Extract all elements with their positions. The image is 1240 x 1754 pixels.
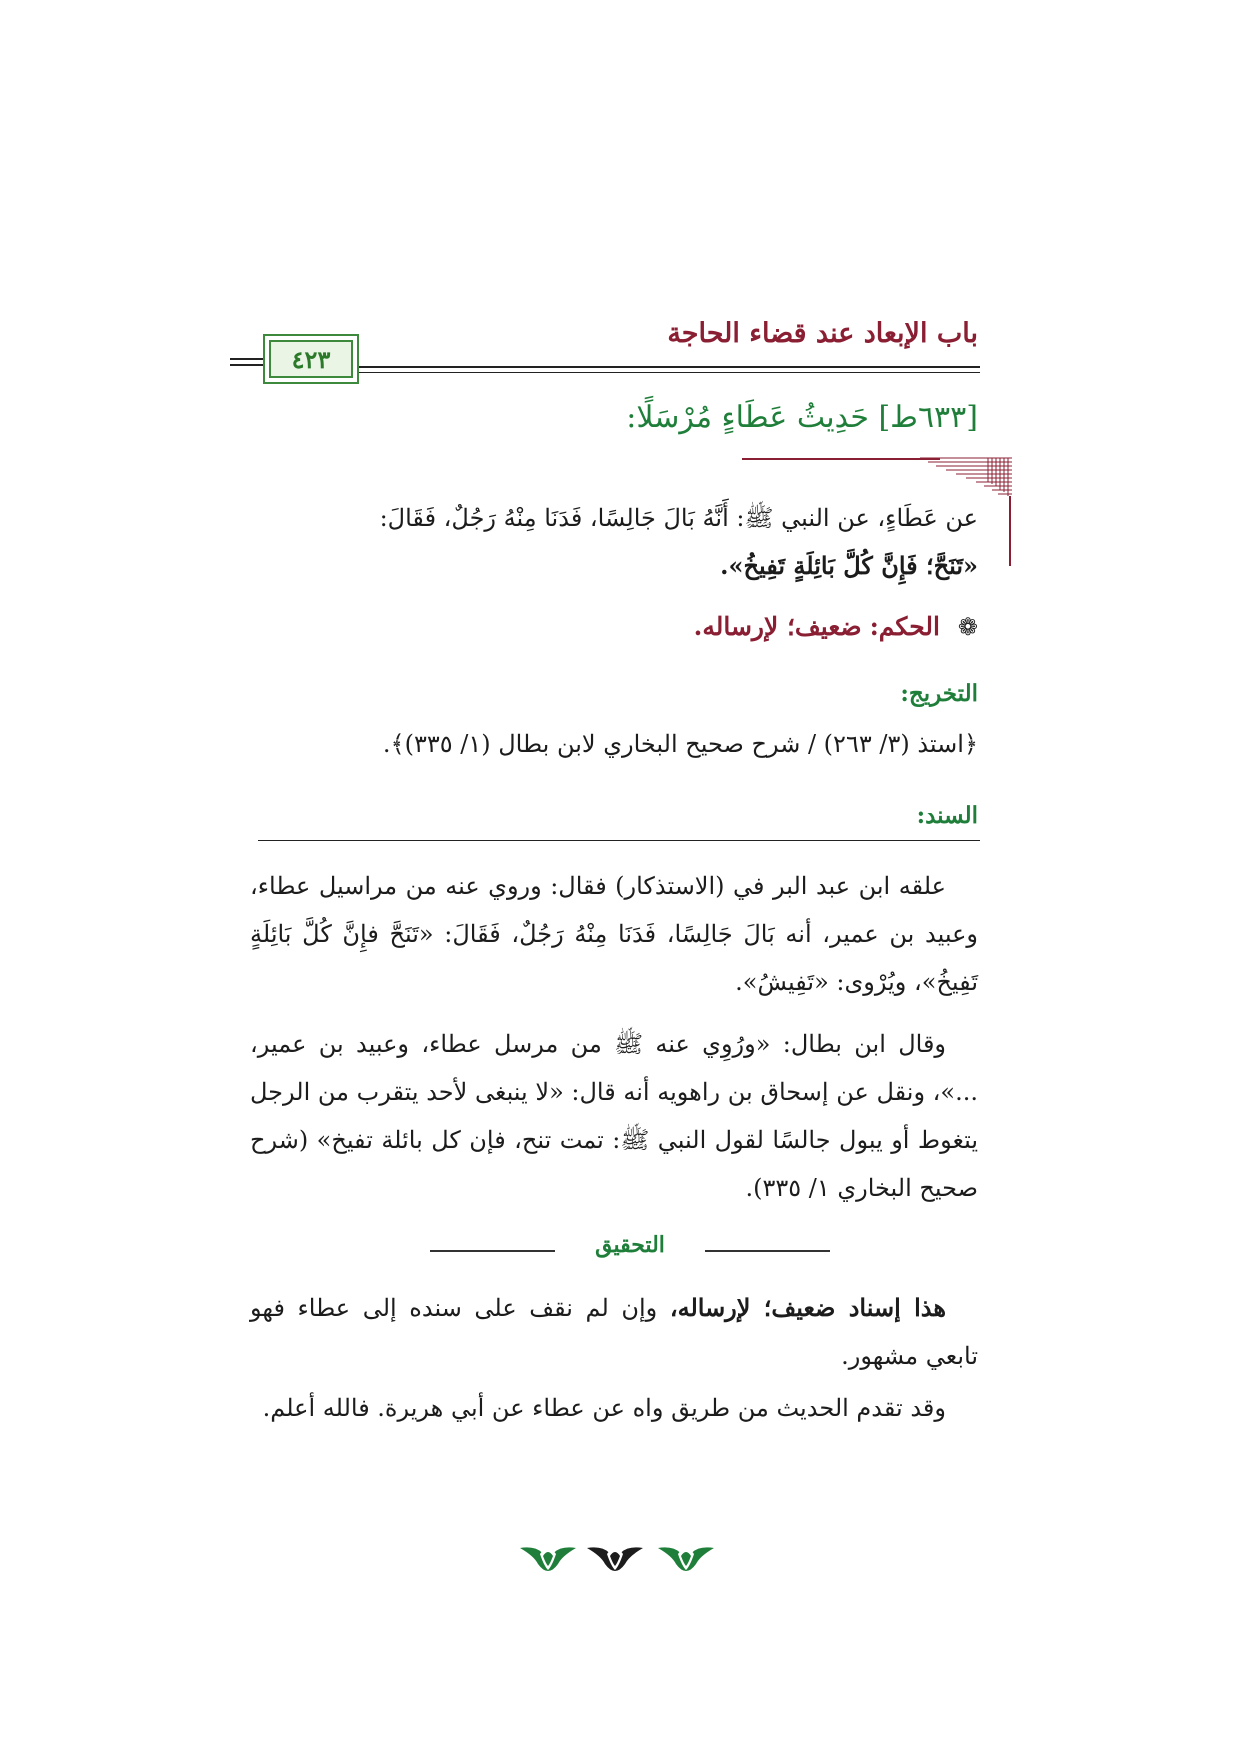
- tahqiq-heading: التحقيق: [555, 1232, 705, 1258]
- tahqiq-paragraph-2: وقد تقدم الحديث من طريق واه عن عطاء عن أبي هريرة. فالله أعلم.: [262, 1394, 946, 1422]
- lotus-center: [587, 1547, 643, 1571]
- tahqiq-paragraph-1-rest: وإن لم نقف على سنده إلى عطاء فهو تابعي مشهور.: [250, 1294, 978, 1370]
- header-rule-left: [230, 358, 263, 360]
- sanad-paragraph-2: وقال ابن بطال: «ورُوِي عنه ﷺ من مرسل عطاء، وعبيد بن عمير، ...»، ونقل عن إسحاق بن راهويه أنه قال: «لا ينبغى لأحد يتقرب من الرجل يتغوط أو يبول جالسًا لقول النبي ﷺ: تمت تنح، فإن كل بائلة تفيخ» (شرح صحيح البخاري ١/ ٣٣٥).: [250, 1030, 978, 1202]
- hadith-heading: [٦٣٣ط] حَدِيثُ عَطَاءٍ مُرْسَلًا:: [626, 400, 978, 435]
- hadith-line-2: «تَنَحَّ؛ فَإِنَّ كُلَّ بَائِلَةٍ تَفِيخُ».: [720, 551, 978, 580]
- lotus-right: [658, 1547, 714, 1571]
- page-number: ٤٢٣: [291, 344, 331, 374]
- tahqiq-divider: [430, 1232, 830, 1268]
- lotus-left: [520, 1547, 576, 1571]
- sanad-rule: [258, 840, 980, 841]
- ruling-value: ضعيف؛ لإرساله.: [693, 612, 862, 641]
- tahqiq-paragraph-1: [250, 1284, 978, 1380]
- tahqiq-bold-lead: هذا إسناد ضعيف؛ لإرساله،: [669, 1293, 946, 1322]
- sanad-heading: السند:: [916, 802, 978, 829]
- header-rule-left-2: [230, 364, 263, 366]
- header-rule: [359, 366, 980, 368]
- sanad-paragraph-1: علقه ابن عبد البر في (الاستذكار) فقال: وروي عنه من مراسيل عطاء، وعبيد بن عمير، أنه بَالَ جَالِسًا، فَدَنَا مِنْهُ رَجُلٌ، فَقَالَ: «تَنَحَّ فإِنَّ كُلَّ بَائِلَةٍ تَفِيخُ»، ويُرْوى: «تَفِيشُ».: [250, 872, 978, 996]
- ruling: [694, 612, 978, 641]
- hadith-text: [258, 494, 978, 590]
- hadith-box-topline: [742, 458, 940, 460]
- chapter-title: باب الإبعاد عند قضاء الحاجة: [667, 318, 978, 349]
- header-rule-thin: [359, 372, 980, 373]
- page-number-badge: [263, 334, 359, 384]
- ruling-label: الحكم:: [869, 612, 940, 641]
- lotus-ornament-icon: [512, 1534, 726, 1578]
- hadith-line-1: عن عَطَاءٍ، عن النبي ﷺ: أَنَّهُ بَالَ جَالِسًا، فَدَنَا مِنْهُ رَجُلٌ، فَقَالَ:: [379, 504, 978, 532]
- takhrij-heading: التخريج:: [900, 680, 978, 707]
- flower-icon: ❁: [957, 613, 978, 641]
- takhrij-text: ﴿استذ (٣/ ٢٦٣) / شرح صحيح البخاري لابن بطال (١/ ٣٣٥)﴾.: [382, 730, 978, 758]
